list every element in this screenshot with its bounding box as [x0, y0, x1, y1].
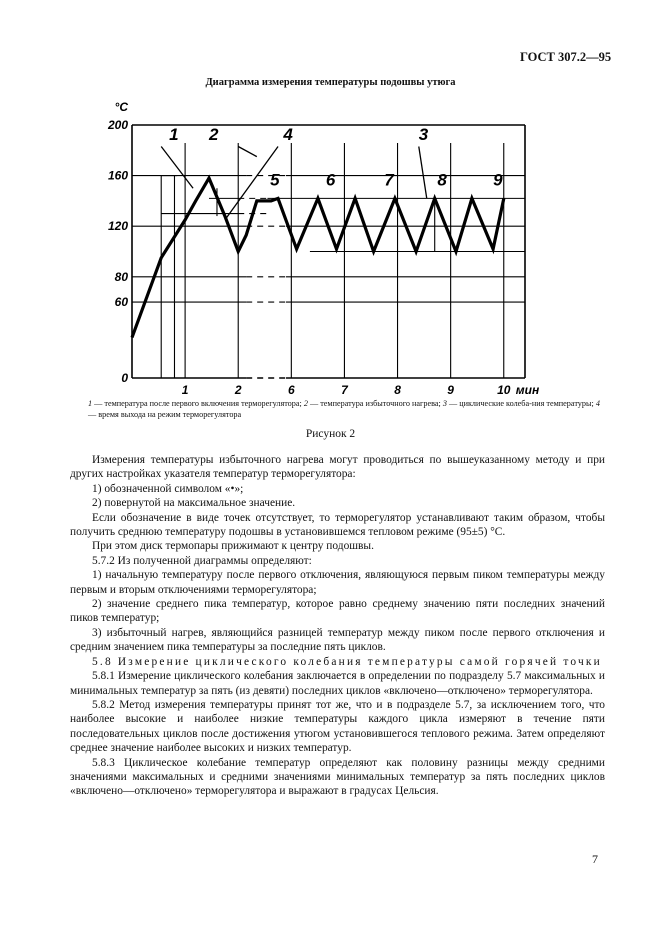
x-axis-label: мин — [515, 383, 540, 395]
callout-label: 6 — [325, 170, 336, 190]
figure-legend — [88, 398, 608, 420]
page-number: 7 — [592, 852, 598, 866]
legend-text-3: — циклические колеба-ния температуры; — [446, 399, 596, 408]
x-tick-label: 7 — [341, 383, 348, 395]
y-tick-label: 80 — [114, 269, 128, 284]
figure-caption: Рисунок 2 — [305, 428, 356, 440]
callout-leader — [419, 147, 427, 199]
x-tick-label: 6 — [287, 383, 295, 395]
paragraph: Измерения температуры избыточного нагрева могут проводиться по вышеуказанному методу и при других настройках указателя температур терморегулятора: — [70, 454, 605, 481]
paragraph: 5.8.2 Метод измерения температуры принят тот же, что и в подразделе 5.7, за исключением того, что наиболее высокие и наиболее низкие температуры каждого цикла измеряют в течение пяти последовательных циклов после достижения утюгом установившегося теплового режима. Затем определяют среднее значение наиболее высоких и низких температур. — [70, 698, 605, 755]
legend-num-1: 1 — [88, 399, 93, 408]
callout-label: 4 — [283, 125, 293, 145]
y-tick-label: 160 — [107, 168, 128, 183]
legend-text-1: — температура после первого включения терморегулятора; — [92, 399, 304, 408]
standard-code: ГОСТ 307.2—95 — [520, 50, 612, 64]
legend-text-2: — температура избыточного нагрева; — [307, 399, 443, 408]
callout-leader — [161, 147, 193, 189]
temperature-series-line — [132, 178, 504, 337]
paragraph: 5.8.3 Циклическое колебание температур определяют как половину разницы между средними значениями максимальных и средними значениями минимальных температур за пять последних циклов «включено—отключено» терморегулятора и выражают в градусах Цельсия. — [70, 756, 605, 798]
callout-label: 8 — [437, 170, 447, 190]
x-tick-label: 10 — [497, 383, 511, 395]
paragraph: При этом диск термопары прижимают к центру подошвы. — [92, 540, 374, 553]
callout-label: 7 — [384, 170, 394, 190]
section-heading: 5.8 Измерение циклического колебания температуры самой горячей точки — [92, 655, 602, 668]
paragraph: 5.8.1 Измерение циклического колебания заключается в определении по подразделу 5.7 максимальных и минимальных температур за пять (из девяти) последних циклов «включено—отключено» терморегулятора. — [70, 670, 605, 697]
paragraph: 2) значение среднего пика температур, которое равно среднему значению пяти последних значений пиков температур; — [70, 598, 605, 625]
legend-num-2: 2 — [303, 399, 308, 408]
body-text — [70, 453, 605, 799]
callout-leader — [238, 147, 257, 157]
paragraph: Если обозначение в виде точек отсутствует, то терморегулятор устанавливают таким образом, чтобы получить среднюю температуру подошвы в установившемся тепловом режиме (95±5) °С. — [70, 511, 605, 539]
paragraph: 1) обозначенной символом «•»; — [92, 482, 244, 495]
callout-label: 9 — [493, 170, 503, 190]
y-axis-label: °C — [114, 100, 128, 114]
x-tick-label: 9 — [447, 383, 454, 395]
x-tick-label: 1 — [181, 383, 189, 395]
legend-num-4: 4 — [595, 399, 600, 408]
paragraph: 3) избыточный нагрев, являющийся разницей температур между пиком после первого отключения и средним значением пика температуры за последние пять циклов. — [70, 626, 605, 654]
callout-label: 5 — [270, 170, 280, 190]
x-tick-label: 2 — [234, 383, 242, 395]
chart-svg — [100, 95, 550, 395]
callout-label: 3 — [418, 125, 429, 145]
paragraph: 1) начальную температуру после первого отключения, являющуюся первым пиком температуры между первым и вторым отключениями терморегулятора; — [70, 569, 605, 596]
paragraph: 5.7.2 Из полученной диаграммы определяют: — [92, 554, 312, 567]
x-tick-label: 8 — [394, 383, 401, 395]
callout-label: 2 — [209, 125, 219, 145]
y-tick-label: 0 — [121, 371, 128, 385]
y-tick-label: 120 — [107, 219, 128, 234]
y-tick-label: 60 — [114, 295, 128, 310]
temperature-chart — [100, 95, 550, 395]
legend-num-3: 3 — [442, 399, 447, 408]
paragraph: 2) повернутой на максимальное значение. — [92, 497, 296, 510]
legend-text-4: — время выхода на режим терморегулятора — [88, 410, 242, 419]
callout-label: 1 — [169, 125, 179, 145]
diagram-title: Диаграмма измерения температуры подошвы утюга — [205, 77, 456, 88]
y-tick-label: 200 — [107, 118, 128, 132]
